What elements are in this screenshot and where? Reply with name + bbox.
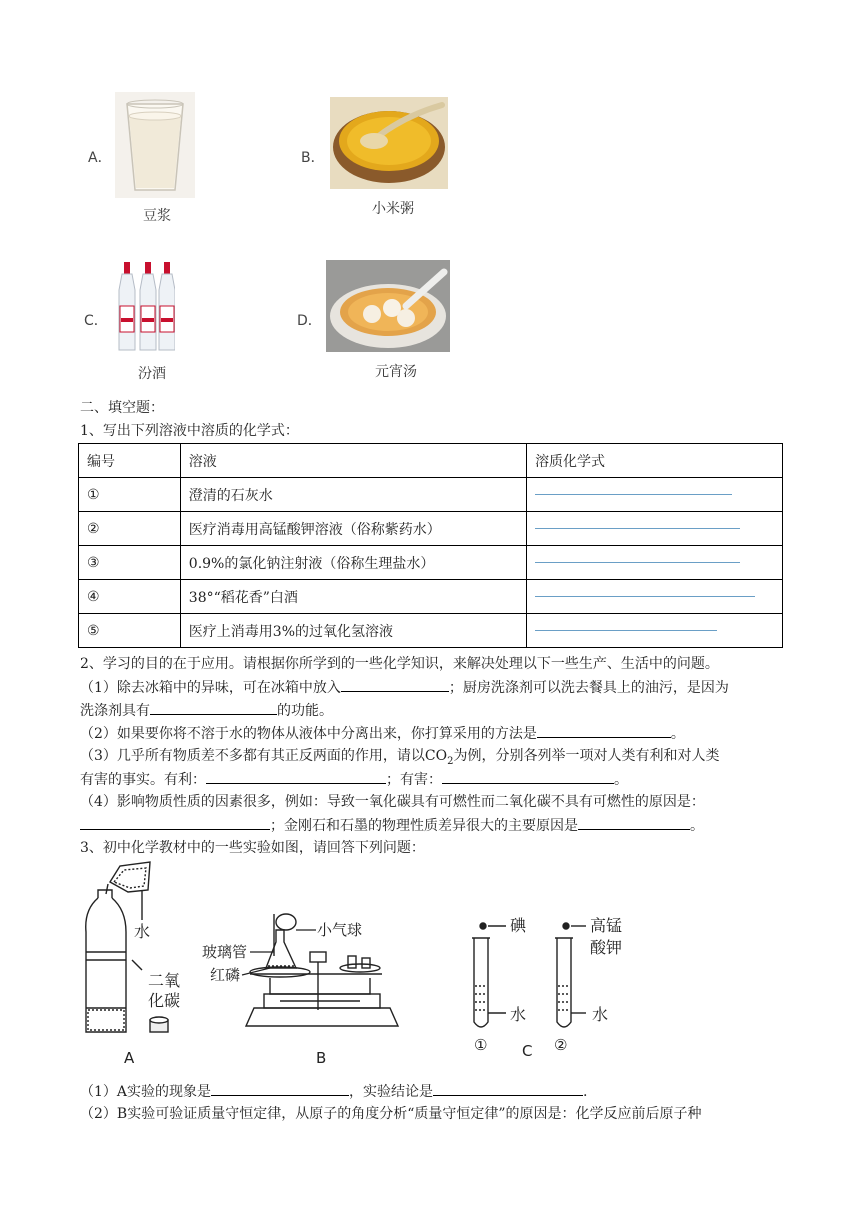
- q2-p3-end: 。: [614, 772, 628, 788]
- fig-c-label: C: [522, 1042, 533, 1060]
- option-d-letter: D．: [297, 313, 322, 329]
- answer-blank[interactable]: [578, 815, 690, 830]
- row-solution: 医疗上消毒用3%的过氧化氢溶液: [180, 614, 526, 648]
- row-solution: 澄清的石灰水: [180, 478, 526, 512]
- option-a-caption: 豆浆: [143, 208, 171, 224]
- q2-p2-end: 。: [670, 726, 685, 742]
- row-number: ①: [79, 478, 181, 512]
- row-number: ②: [79, 512, 181, 546]
- fig-b-phos-label: 红磷: [210, 966, 241, 984]
- fig-c-water-label-1: 水: [510, 1005, 527, 1024]
- q2-p1-text2: ；厨房洗涤剂可以洗去餐具上的油污，是因为: [448, 680, 729, 696]
- q2-part2: [80, 723, 685, 744]
- table-row: [79, 614, 783, 648]
- q2-p4-text: ；金刚石和石墨的物理性质差异很大的主要原因是: [270, 818, 578, 834]
- q3-prompt: 3、初中化学教材中的一些实验如图，请回答下列问题：: [80, 840, 425, 856]
- answer-blank[interactable]: [80, 815, 270, 830]
- experiment-figure: [70, 860, 650, 1070]
- option-b-caption: 小米粥: [372, 201, 414, 217]
- yuanxiao-soup-image: [326, 260, 450, 352]
- fig-c-water-label-2: 水: [592, 1005, 609, 1024]
- q3-part2: （2）B实验可验证质量守恒定律，从原子的角度分析“质量守恒定律”的原因是：化学反应前后原子种: [80, 1106, 702, 1122]
- q2-p3-text2: 为例，分别各列举一项对人类有利和对人类: [453, 748, 720, 764]
- option-b-letter: B．: [301, 150, 325, 166]
- q2-p4-end: 。: [690, 818, 704, 834]
- row-solution: 0.9%的氯化钠注射液（俗称生理盐水）: [180, 546, 526, 580]
- formula-answer-blank[interactable]: [527, 546, 783, 580]
- q2-p3-text3: 有害的事实。有利：: [80, 772, 206, 788]
- row-number: ③: [79, 546, 181, 580]
- q1-prompt: 1、写出下列溶液中溶质的化学式：: [80, 423, 299, 439]
- formula-answer-blank[interactable]: [527, 614, 783, 648]
- figure-c: [472, 923, 586, 1027]
- header-number: 编号: [79, 444, 181, 478]
- row-solution: 医疗消毒用高锰酸钾溶液（俗称紫药水）: [180, 512, 526, 546]
- soy-milk-image: [115, 92, 195, 198]
- q2-part4-line1: （4）影响物质性质的因素很多，例如：导致一氧化碳具有可燃性而二氧化碳不具有可燃性的原因是：: [80, 794, 705, 810]
- fig-c-number-1: ①: [474, 1036, 488, 1054]
- formula-answer-blank[interactable]: [527, 478, 783, 512]
- q2-p1-text: （1）除去冰箱中的异味，可在冰箱中放入: [80, 680, 341, 696]
- answer-blank[interactable]: [150, 700, 277, 715]
- q2-p1-text4: 的功能。: [277, 703, 333, 719]
- co2-subscript: 2: [447, 755, 454, 767]
- fen-liquor-image: [115, 260, 175, 354]
- row-solution: 38°“稻花香”白酒: [180, 580, 526, 614]
- fig-b-label: B: [316, 1049, 327, 1067]
- q2-part4-line2: [80, 815, 704, 836]
- fig-b-glass-label: 玻璃管: [202, 943, 248, 961]
- fig-a-co2-label1: 二氧: [148, 971, 181, 990]
- option-d-caption: 元宵汤: [375, 364, 417, 380]
- q2-prompt: 2、学习的目的在于应用。请根据你所学到的一些化学知识，来解决处理以下一些生产、生活中的问题。: [80, 656, 719, 672]
- solute-table: [78, 443, 783, 648]
- option-c-letter: C．: [84, 313, 108, 329]
- answer-blank[interactable]: [442, 769, 614, 784]
- q2-p2-text: （2）如果要你将不溶于水的物体从液体中分离出来，你打算采用的方法是: [80, 726, 537, 742]
- answer-blank[interactable]: [206, 769, 386, 784]
- table-row: [79, 580, 783, 614]
- q2-part3-line1: [80, 746, 719, 772]
- option-c-caption: 汾酒: [138, 366, 166, 382]
- table-row: [79, 546, 783, 580]
- q2-part1-line1: [80, 677, 729, 698]
- table-row: [79, 512, 783, 546]
- row-number: ⑤: [79, 614, 181, 648]
- fig-c-kmno4-label1: 高锰: [590, 916, 623, 935]
- fig-c-iodine-label: 碘: [510, 916, 527, 935]
- q3-p1-end: .: [583, 1084, 588, 1100]
- fig-a-co2-label2: 化碳: [148, 991, 181, 1010]
- fig-c-number-2: ②: [554, 1036, 568, 1054]
- q3-p1-text2: ，实验结论是: [349, 1084, 434, 1100]
- formula-answer-blank[interactable]: [527, 580, 783, 614]
- row-number: ④: [79, 580, 181, 614]
- fig-a-label: A: [124, 1049, 135, 1067]
- q3-part1: [80, 1081, 587, 1102]
- q3-p1-text: （1）A实验的现象是: [80, 1084, 212, 1100]
- q2-p3-text4: ；有害：: [386, 772, 442, 788]
- formula-answer-blank[interactable]: [527, 512, 783, 546]
- header-formula: 溶质化学式: [527, 444, 783, 478]
- answer-blank[interactable]: [341, 677, 449, 692]
- millet-porridge-image: [330, 97, 448, 189]
- header-solution: 溶液: [180, 444, 526, 478]
- table-row: [79, 478, 783, 512]
- section-title: 二、填空题：: [80, 400, 164, 416]
- fig-a-water-label: 水: [134, 922, 151, 941]
- q2-p3-text: （3）几乎所有物质差不多都有其正反两面的作用，请以CO: [80, 748, 448, 764]
- fig-b-balloon-label: 小气球: [317, 921, 363, 939]
- q2-part3-line2: [80, 769, 628, 790]
- answer-blank[interactable]: [211, 1081, 349, 1096]
- answer-blank[interactable]: [433, 1081, 583, 1096]
- option-a-letter: A．: [88, 150, 112, 166]
- q2-p1-text3: 洗涤剂具有: [80, 703, 150, 719]
- answer-blank[interactable]: [537, 723, 671, 738]
- q2-part1-line2: [80, 700, 333, 721]
- table-header-row: [79, 444, 783, 478]
- fig-c-kmno4-label2: 酸钾: [590, 938, 623, 957]
